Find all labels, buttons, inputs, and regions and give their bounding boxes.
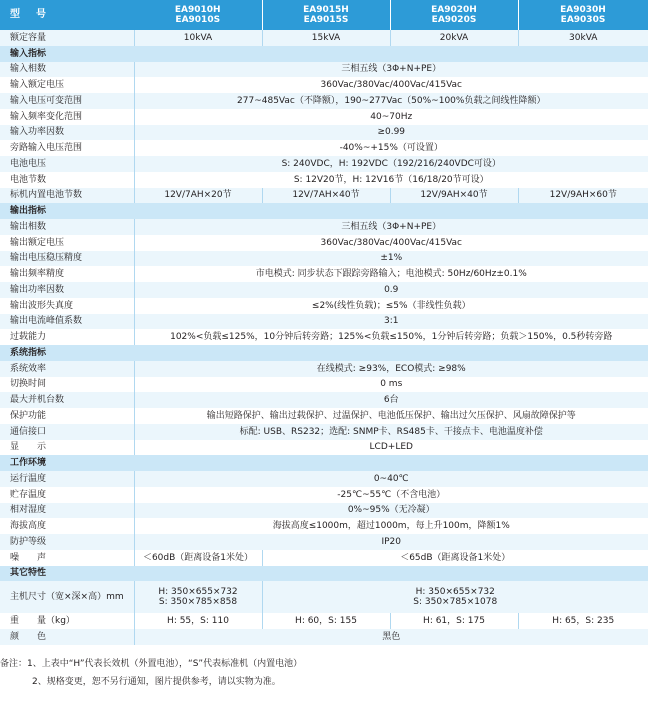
spec-label: 输入功率因数	[0, 125, 134, 141]
section-title: 工作环境	[0, 455, 648, 471]
spec-value: 0.9	[134, 282, 648, 298]
spec-value: 30kVA	[518, 30, 648, 46]
spec-row	[0, 266, 648, 282]
spec-row	[0, 503, 648, 519]
spec-value: 输出短路保护、输出过载保护、过温保护、电池低压保护、输出过欠压保护、风扇故障保护等	[134, 408, 648, 424]
spec-row	[0, 424, 648, 440]
spec-row	[0, 471, 648, 487]
spec-label: 电池节数	[0, 172, 134, 188]
spec-row	[0, 408, 648, 424]
spec-value: 360Vac/380Vac/400Vac/415Vac	[134, 235, 648, 251]
spec-value: LCD+LED	[134, 440, 648, 456]
footnote-2: 2、规格变更，恕不另行通知，图片提供参考，请以实物为准。	[32, 677, 281, 687]
spec-value: S: 12V20节，H: 12V16节（16/18/20节可设）	[134, 172, 648, 188]
spec-value: 在线模式: ≥93%，ECO模式: ≥98%	[134, 361, 648, 377]
spec-value: 102%<负载≤125%，10分钟后转旁路；125%<负载≤150%，1分钟后转旁路；负载＞150%，0.5秒转旁路	[134, 329, 648, 345]
spec-row	[0, 613, 648, 629]
spec-label: 相对湿度	[0, 503, 134, 519]
spec-value: H: 55，S: 110	[134, 613, 262, 629]
spec-value: -25℃~55℃（不含电池）	[134, 487, 648, 503]
model-code: EA9015H	[303, 5, 349, 15]
spec-row	[0, 140, 648, 156]
spec-row	[0, 487, 648, 503]
spec-label: 主机尺寸（宽×深×高）mm	[0, 581, 134, 613]
spec-value: 0%~95%（无冷凝）	[134, 503, 648, 519]
spec-value: ≥0.99	[134, 125, 648, 141]
spec-value: 黑色	[134, 629, 648, 645]
section-header-row	[0, 203, 648, 219]
model-code: EA9015S	[303, 15, 349, 25]
spec-row	[0, 550, 648, 566]
footnote-1: 备注：1、上表中“H”代表长效机（外置电池），“S”代表标准机（内置电池）	[0, 659, 303, 669]
model-code: EA9030S	[560, 15, 606, 25]
spec-row	[0, 440, 648, 456]
spec-row	[0, 361, 648, 377]
spec-label: 输入额定电压	[0, 77, 134, 93]
spec-row	[0, 392, 648, 408]
spec-row	[0, 188, 648, 204]
spec-label: 输出波形失真度	[0, 298, 134, 314]
spec-label: 噪 声	[0, 550, 134, 566]
spec-value: 277~485Vac（不降额），190~277Vac（50%~100%负载之间线性降额）	[134, 93, 648, 109]
section-header-row	[0, 46, 648, 62]
model-header-cell	[518, 0, 648, 30]
spec-label: 输入频率变化范围	[0, 109, 134, 125]
spec-label: 旁路输入电压范围	[0, 140, 134, 156]
model-header-cell	[134, 0, 262, 30]
spec-value: 360Vac/380Vac/400Vac/415Vac	[134, 77, 648, 93]
section-title: 其它特性	[0, 566, 648, 582]
spec-row	[0, 534, 648, 550]
spec-label: 输出电流峰值系数	[0, 314, 134, 330]
spec-label: 输入相数	[0, 62, 134, 78]
spec-label: 通信接口	[0, 424, 134, 440]
spec-value: -40%~+15%（可设置）	[134, 140, 648, 156]
spec-value: ≤2%(线性负载)；≤5%（非线性负载）	[134, 298, 648, 314]
section-title: 系统指标	[0, 345, 648, 361]
spec-value: 15kVA	[262, 30, 390, 46]
spec-row	[0, 581, 648, 613]
spec-label: 输入电压可变范围	[0, 93, 134, 109]
model-code: EA9030H	[560, 5, 606, 15]
spec-label: 防护等级	[0, 534, 134, 550]
model-header-cell	[390, 0, 518, 30]
spec-label: 系统效率	[0, 361, 134, 377]
spec-label: 额定容量	[0, 30, 134, 46]
spec-value: 0~40℃	[134, 471, 648, 487]
model-header-cell	[262, 0, 390, 30]
spec-value: 0 ms	[134, 377, 648, 393]
spec-row	[0, 518, 648, 534]
section-header-row	[0, 566, 648, 582]
spec-value: 海拔高度≤1000m，超过1000m，每上升100m，降额1%	[134, 518, 648, 534]
spec-value-line: H: 350×655×732	[415, 587, 495, 598]
spec-label: 电池电压	[0, 156, 134, 172]
spec-row	[0, 377, 648, 393]
spec-value: 10kVA	[134, 30, 262, 46]
spec-row	[0, 629, 648, 645]
spec-row	[0, 172, 648, 188]
model-code: EA9020S	[431, 15, 477, 25]
model-code: EA9010H	[174, 5, 221, 15]
spec-label: 输出功率因数	[0, 282, 134, 298]
spec-value: H: 60，S: 155	[262, 613, 390, 629]
spec-value-line: S: 350×785×1078	[413, 597, 498, 608]
spec-label: 保护功能	[0, 408, 134, 424]
spec-value: 3:1	[134, 314, 648, 330]
model-code: EA9020H	[431, 5, 477, 15]
spec-value: H: 61，S: 175	[390, 613, 518, 629]
spec-row	[0, 109, 648, 125]
spec-label: 最大并机台数	[0, 392, 134, 408]
spec-value: 12V/9AH×40节	[390, 188, 518, 204]
section-title: 输入指标	[0, 46, 648, 62]
spec-row	[0, 77, 648, 93]
spec-value: H: 65，S: 235	[518, 613, 648, 629]
spec-row	[0, 219, 648, 235]
section-header-row	[0, 345, 648, 361]
spec-value: 40~70Hz	[134, 109, 648, 125]
spec-label: 运行温度	[0, 471, 134, 487]
spec-label: 海拔高度	[0, 518, 134, 534]
spec-label: 贮存温度	[0, 487, 134, 503]
footnotes	[0, 655, 648, 691]
spec-value: IP20	[134, 534, 648, 550]
spec-label: 输出频率精度	[0, 266, 134, 282]
spec-value: ±1%	[134, 251, 648, 267]
spec-row	[0, 329, 648, 345]
spec-value: 标配: USB、RS232；选配: SNMP卡、RS485卡、干接点卡、电池温度补偿	[134, 424, 648, 440]
spec-row	[0, 93, 648, 109]
spec-row	[0, 251, 648, 267]
spec-row	[0, 235, 648, 251]
spec-value: ＜65dB（距离设备1米处）	[262, 550, 648, 566]
spec-label: 过载能力	[0, 329, 134, 345]
spec-value: 市电模式: 同步状态下跟踪旁路输入；电池模式: 50Hz/60Hz±0.1%	[134, 266, 648, 282]
section-header-row	[0, 455, 648, 471]
spec-label: 输出相数	[0, 219, 134, 235]
section-title: 输出指标	[0, 203, 648, 219]
spec-value-line: H: 350×655×732	[158, 587, 238, 598]
spec-label: 重 量（kg）	[0, 613, 134, 629]
spec-row	[0, 62, 648, 78]
spec-label: 输出额定电压	[0, 235, 134, 251]
spec-row	[0, 298, 648, 314]
spec-value: 三相五线（3Φ+N+PE）	[134, 219, 648, 235]
spec-label: 标机内置电池节数	[0, 188, 134, 204]
spec-value	[262, 581, 648, 613]
spec-label: 显 示	[0, 440, 134, 456]
spec-value-line: S: 350×785×858	[158, 597, 238, 608]
model-code: EA9010S	[175, 15, 221, 25]
spec-row	[0, 30, 648, 46]
spec-value: 12V/7AH×40节	[262, 188, 390, 204]
spec-value	[134, 581, 262, 613]
spec-value: 20kVA	[390, 30, 518, 46]
spec-row	[0, 314, 648, 330]
spec-value: 12V/9AH×60节	[518, 188, 648, 204]
spec-row	[0, 125, 648, 141]
spec-label: 输出电压稳压精度	[0, 251, 134, 267]
spec-value: 6台	[134, 392, 648, 408]
spec-value: S: 240VDC，H: 192VDC（192/216/240VDC可设）	[134, 156, 648, 172]
spec-row	[0, 156, 648, 172]
spec-row	[0, 282, 648, 298]
spec-label: 切换时间	[0, 377, 134, 393]
spec-value: 三相五线（3Φ+N+PE）	[134, 62, 648, 78]
model-header-label: 型 号	[0, 0, 134, 30]
header-row	[0, 0, 648, 30]
spec-value: ＜60dB（距离设备1米处）	[134, 550, 262, 566]
spec-value: 12V/7AH×20节	[134, 188, 262, 204]
spec-label: 颜 色	[0, 629, 134, 645]
